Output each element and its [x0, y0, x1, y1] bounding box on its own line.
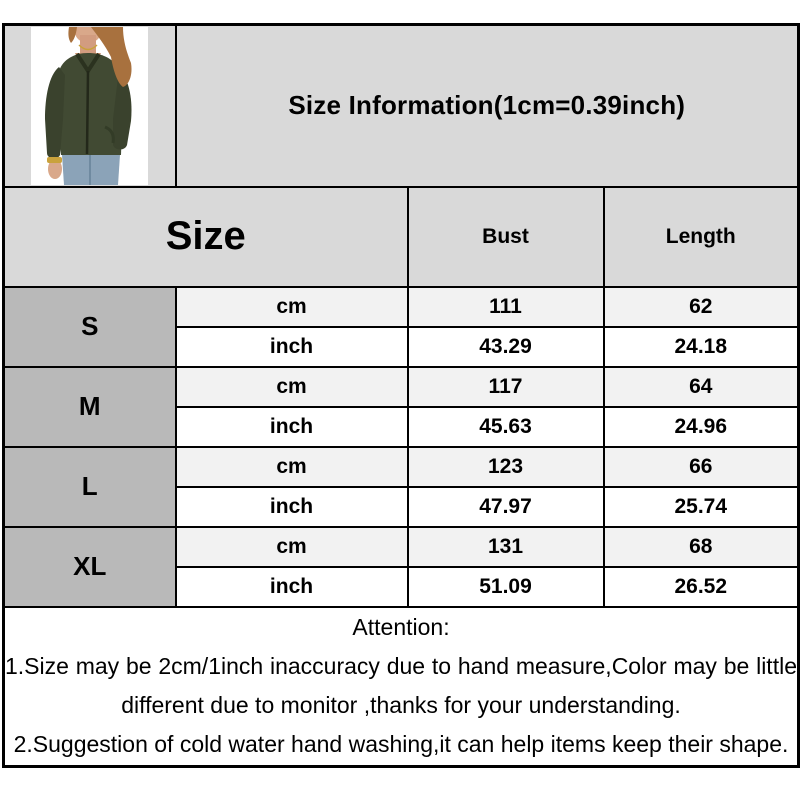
product-photo-cell	[4, 25, 176, 187]
attention-line-1: 1.Size may be 2cm/1inch inaccuracy due to hand measure,Color may be little	[5, 653, 797, 680]
unit-label-inch: inch	[176, 407, 408, 447]
product-photo	[31, 27, 148, 185]
table-row	[4, 447, 799, 487]
title-row	[4, 25, 799, 187]
unit-label-cm: cm	[176, 527, 408, 567]
attention-line-3: 2.Suggestion of cold water hand washing,it can help items keep their shape.	[13, 731, 789, 758]
bust-value: 111	[408, 287, 604, 327]
unit-label-cm: cm	[176, 447, 408, 487]
bust-value: 45.63	[408, 407, 604, 447]
bust-value: 47.97	[408, 487, 604, 527]
size-column-header: Size	[4, 187, 408, 287]
size-label-l: L	[4, 447, 176, 527]
bust-value: 131	[408, 527, 604, 567]
bust-value: 43.29	[408, 327, 604, 367]
attention-line-2: different due to monitor ,thanks for your understanding.	[121, 692, 681, 719]
unit-label-inch: inch	[176, 487, 408, 527]
unit-label-cm: cm	[176, 287, 408, 327]
length-value: 62	[604, 287, 799, 327]
length-value: 24.96	[604, 407, 799, 447]
attention-row	[4, 607, 799, 767]
bust-value: 123	[408, 447, 604, 487]
bust-value: 51.09	[408, 567, 604, 607]
bust-column-header: Bust	[408, 187, 604, 287]
bust-value: 117	[408, 367, 604, 407]
page-title: Size Information(1cm=0.39inch)	[176, 25, 799, 187]
unit-label-inch: inch	[176, 327, 408, 367]
length-value: 24.18	[604, 327, 799, 367]
length-value: 66	[604, 447, 799, 487]
attention-heading: Attention:	[352, 614, 450, 641]
length-value: 64	[604, 367, 799, 407]
length-value: 68	[604, 527, 799, 567]
attention-note	[4, 607, 799, 767]
unit-label-cm: cm	[176, 367, 408, 407]
size-label-m: M	[4, 367, 176, 447]
unit-label-inch: inch	[176, 567, 408, 607]
length-column-header: Length	[604, 187, 799, 287]
size-label-s: S	[4, 287, 176, 367]
length-value: 25.74	[604, 487, 799, 527]
table-row	[4, 527, 799, 567]
table-row	[4, 287, 799, 327]
column-header-row	[4, 187, 799, 287]
size-chart-table	[2, 23, 800, 768]
table-row	[4, 367, 799, 407]
length-value: 26.52	[604, 567, 799, 607]
size-label-xl: XL	[4, 527, 176, 607]
